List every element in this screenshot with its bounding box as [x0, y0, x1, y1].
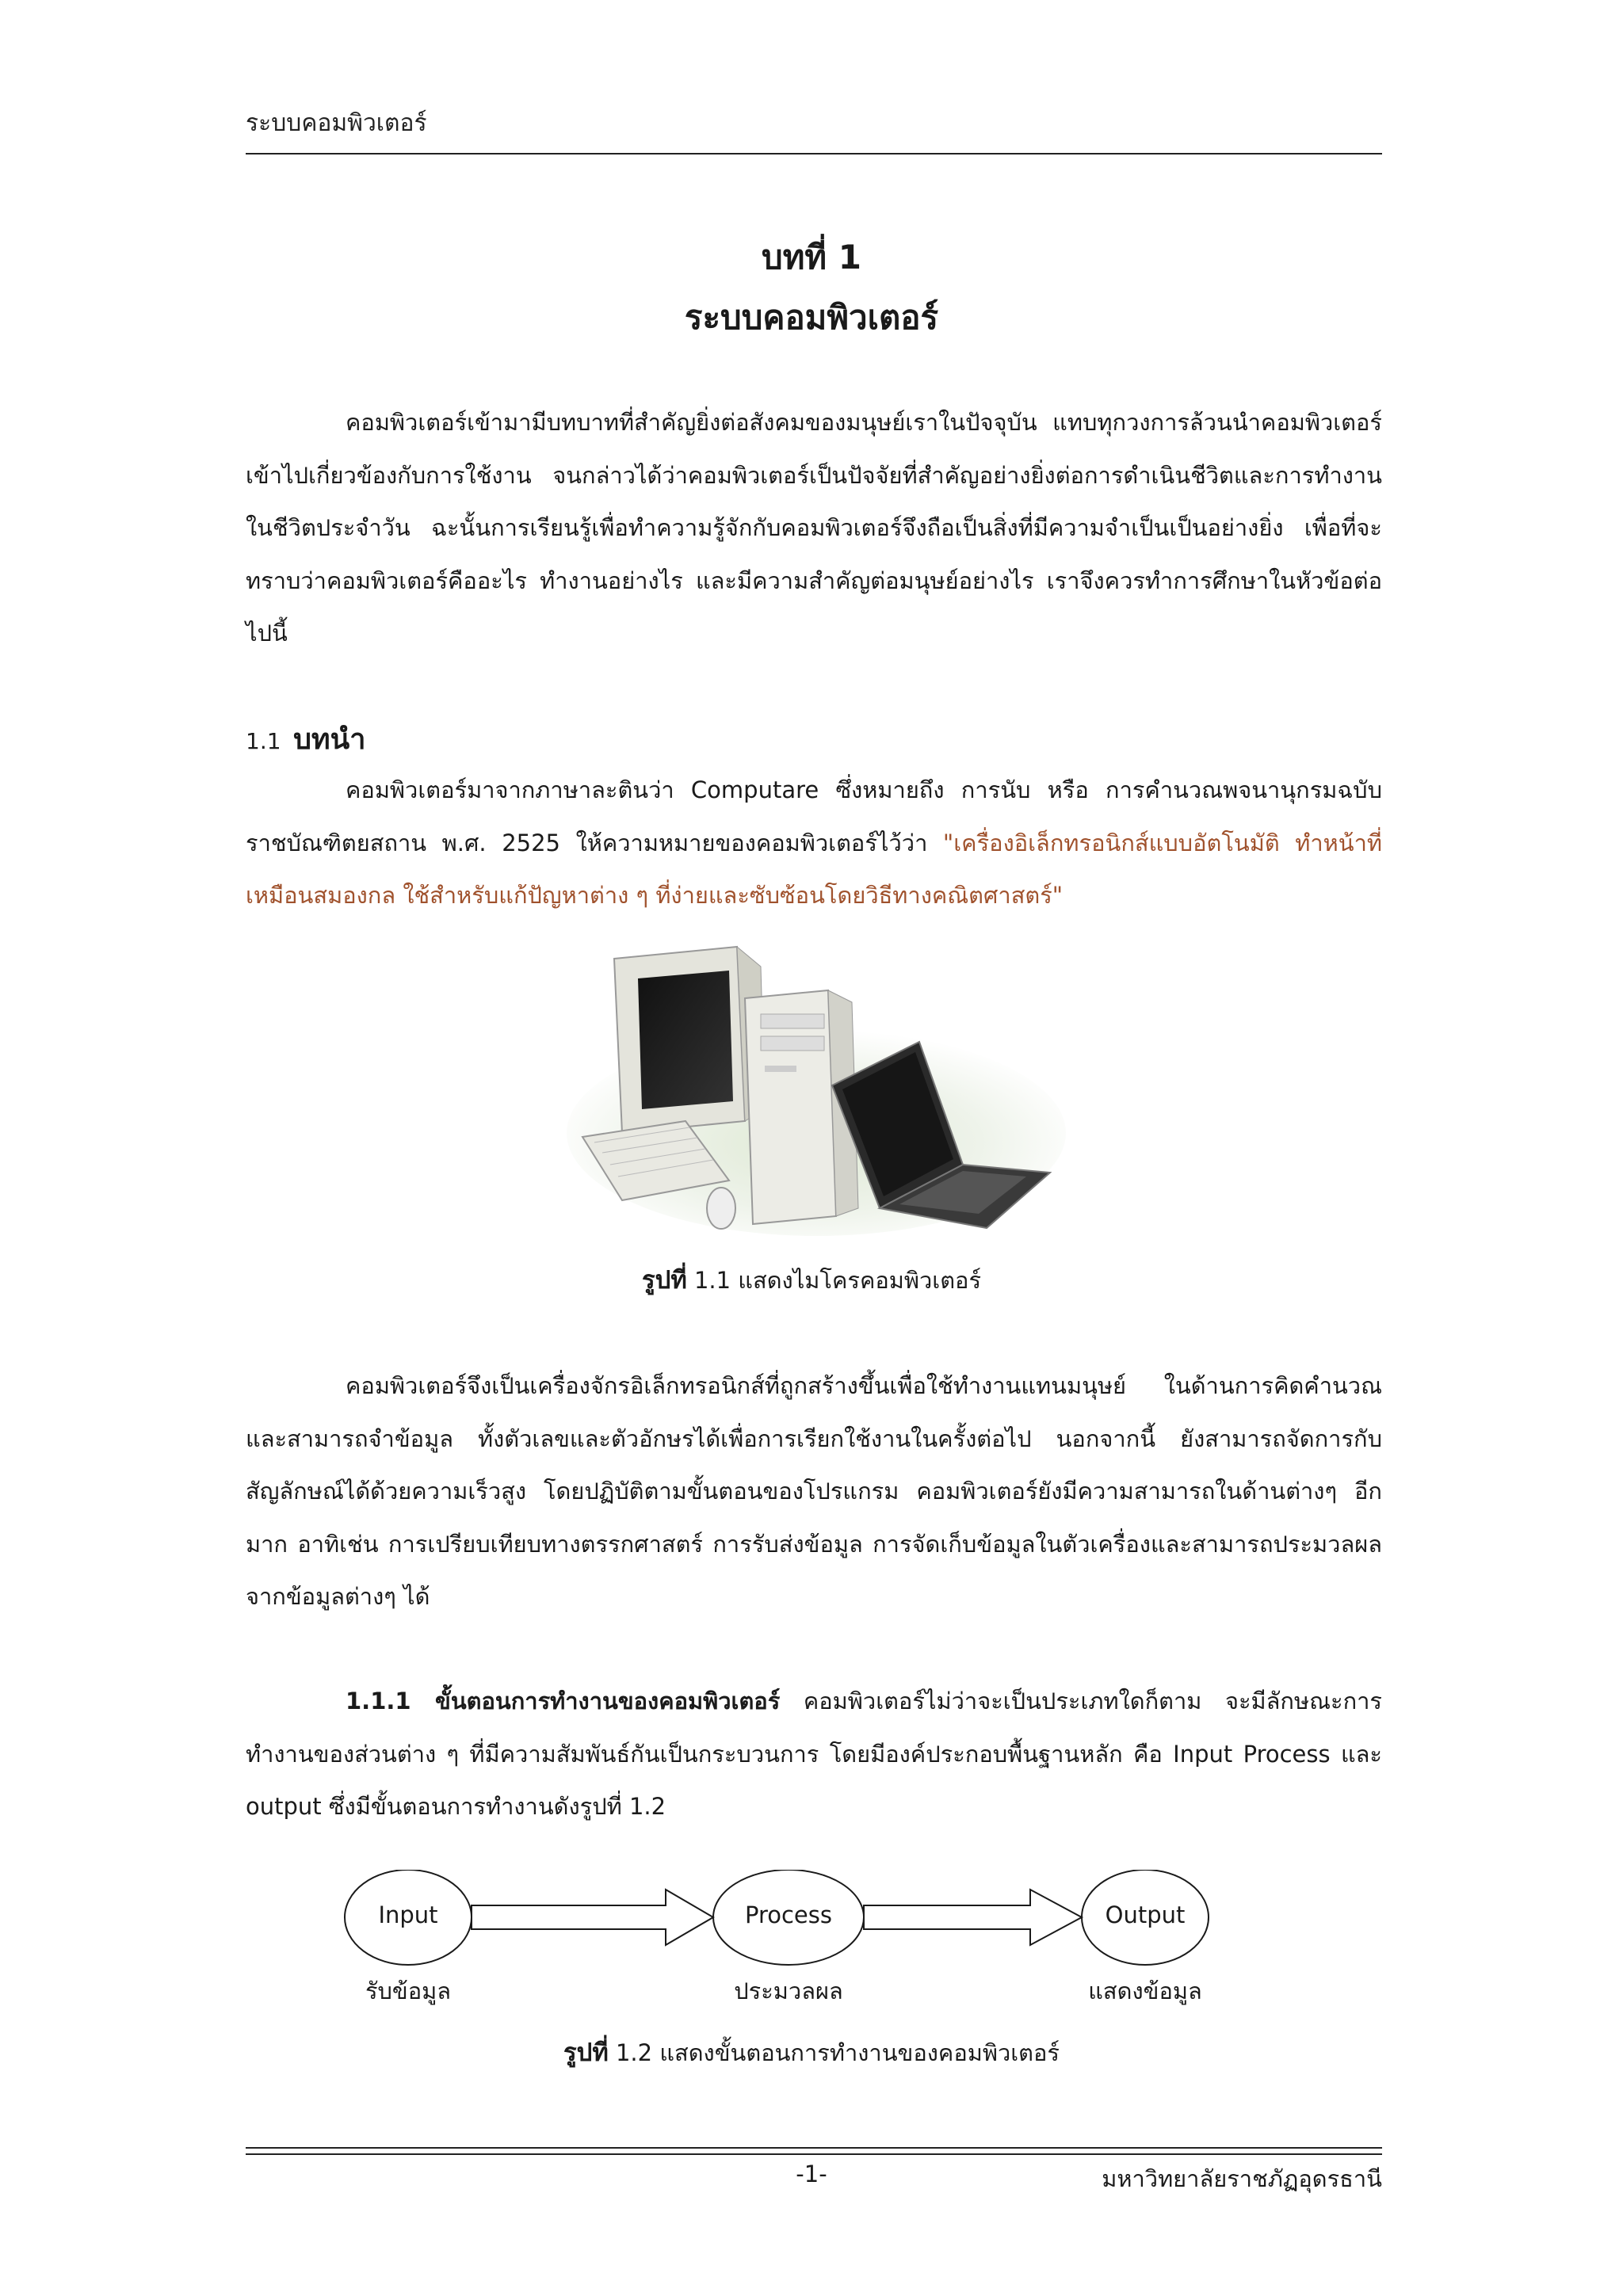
footer-organization: มหาวิทยาลัยราชภัฏอุดรธานี [1102, 2165, 1382, 2192]
intro-paragraph [246, 396, 1382, 660]
function-text: คอมพิวเตอร์จึงเป็นเครื่องจักรอิเล็กทรอนิกส์ที่ถูกสร้างขึ้นเพื่อใช้ทำงานแทนมนุษย์ ในด้านการคิดคำนวณและสามารถจำข้อมูล ทั้งตัวเลขและตัวอักษรได้เพื่อการเรียกใช้งานในครั้งต่อไป นอกจากนี้ ยังสามารถจัดการกับสัญลักษณ์ได้ด้วยความเร็วสูง โดยปฏิบัติตามขั้นตอนของโปรแกรม คอมพิวเตอร์ยังมีความสามารถในด้านต่างๆ อีกมาก อาทิเช่น การเปรียบเทียบทางตรรกศาสตร์ การรับส่งข้อมูล การจัดเก็บข้อมูลในตัวเครื่องและสามารถประมวลผลจากข้อมูลต่างๆ ได้ [246, 1372, 1382, 1610]
intro-text: คอมพิวเตอร์เข้ามามีบทบาทที่สำคัญยิ่งต่อสังคมของมนุษย์เราในปัจจุบัน แทบทุกวงการล้วนนำคอมพิวเตอร์เข้าไปเกี่ยวข้องกับการใช้งาน จนกล่าวได้ว่าคอมพิวเตอร์เป็นปัจจัยที่สำคัญอย่างยิ่งต่อการดำเนินชีวิตและการทำงานในชีวิตประจำวัน ฉะนั้นการเรียนรู้เพื่อทำความรู้จักกับคอมพิวเตอร์จึงถือเป็นสิ่งที่มีความจำเป็นเป็นอย่างยิ่ง เพื่อที่จะทราบว่าคอมพิวเตอร์คืออะไร ทำงานอย่างไร และมีความสำคัญต่อมนุษย์อย่างไร เราจึงควรทำการศึกษาในหัวข้อต่อไปนี้ [246, 409, 1382, 646]
footer-rule-double [246, 2153, 1382, 2155]
output-caption: แสดงข้อมูล [1088, 1978, 1202, 2004]
arrow-process-output [864, 1890, 1082, 1945]
output-label: Output [1105, 1901, 1186, 1928]
header-rule [246, 153, 1382, 154]
function-paragraph [246, 1360, 1382, 1623]
section-heading [246, 716, 365, 761]
definition-quote: "เครื่องอิเล็กทรอนิกส์แบบอัตโนมัติ ทำหน้าที่เหมือนสมองกล ใช้สำหรับแก้ปัญหาต่าง ๆ ที่ง่ายและซับซ้อนโดยวิธีทางคณิตศาสตร์" [246, 829, 1382, 909]
chapter-title: ระบบคอมพิวเตอร์ [684, 298, 939, 337]
figure-2-text: 1.2 แสดงขั้นตอนการทำงานของคอมพิวเตอร์ [608, 2039, 1060, 2066]
process-caption: ประมวลผล [734, 1978, 843, 2004]
footer-rule [246, 2147, 1382, 2149]
input-label: Input [378, 1901, 438, 1928]
page-number: -1- [796, 2161, 827, 2187]
arrow-input-process [472, 1890, 713, 1945]
steps-paragraph [246, 1675, 1382, 1833]
running-header: ระบบคอมพิวเตอร์ [246, 109, 427, 137]
process-label: Process [744, 1901, 832, 1928]
figure-2-label: รูปที่ [563, 2039, 609, 2067]
figure-1-text: 1.1 แสดงไมโครคอมพิวเตอร์ [686, 1267, 982, 1294]
subsection-heading: 1.1.1 ขั้นตอนการทำงานของคอมพิวเตอร์ [346, 1688, 781, 1714]
steps-text: คอมพิวเตอร์ไม่ว่าจะเป็นประเภทใดก็ตาม จะมีลักษณะการทำงานของส่วนต่าง ๆ ที่มีความสัมพันธ์กันเป็นกระบวนการ โดยมีองค์ประกอบพื้นฐานหลัก คือ Input Process และ output ซึ่งมีขั้นตอนการทำงานดังรูปที่ 1.2 [246, 1688, 1382, 1820]
input-caption: รับข้อมูล [365, 1978, 452, 2004]
section-number: 1.1 [246, 728, 281, 754]
microcomputer-image [567, 935, 1066, 1236]
figure-1-caption [0, 1260, 1623, 1299]
figure-2-caption [0, 2032, 1623, 2072]
chapter-number: บทที่ 1 [762, 238, 861, 277]
figure-1-label: รูปที่ [641, 1266, 687, 1295]
definition-text: คอมพิวเตอร์มาจากภาษาละตินว่า Computare ซึ่งหมายถึง การนับ หรือ การคำนวณพจนานุกรมฉบับราชบัณฑิตยสถาน พ.ศ. 2525 ให้ความหมายของคอมพิวเตอร์ไว้ว่า [246, 776, 1382, 856]
definition-paragraph [246, 764, 1382, 922]
section-title: บทนำ [293, 723, 366, 756]
process-diagram [325, 1870, 1220, 2044]
